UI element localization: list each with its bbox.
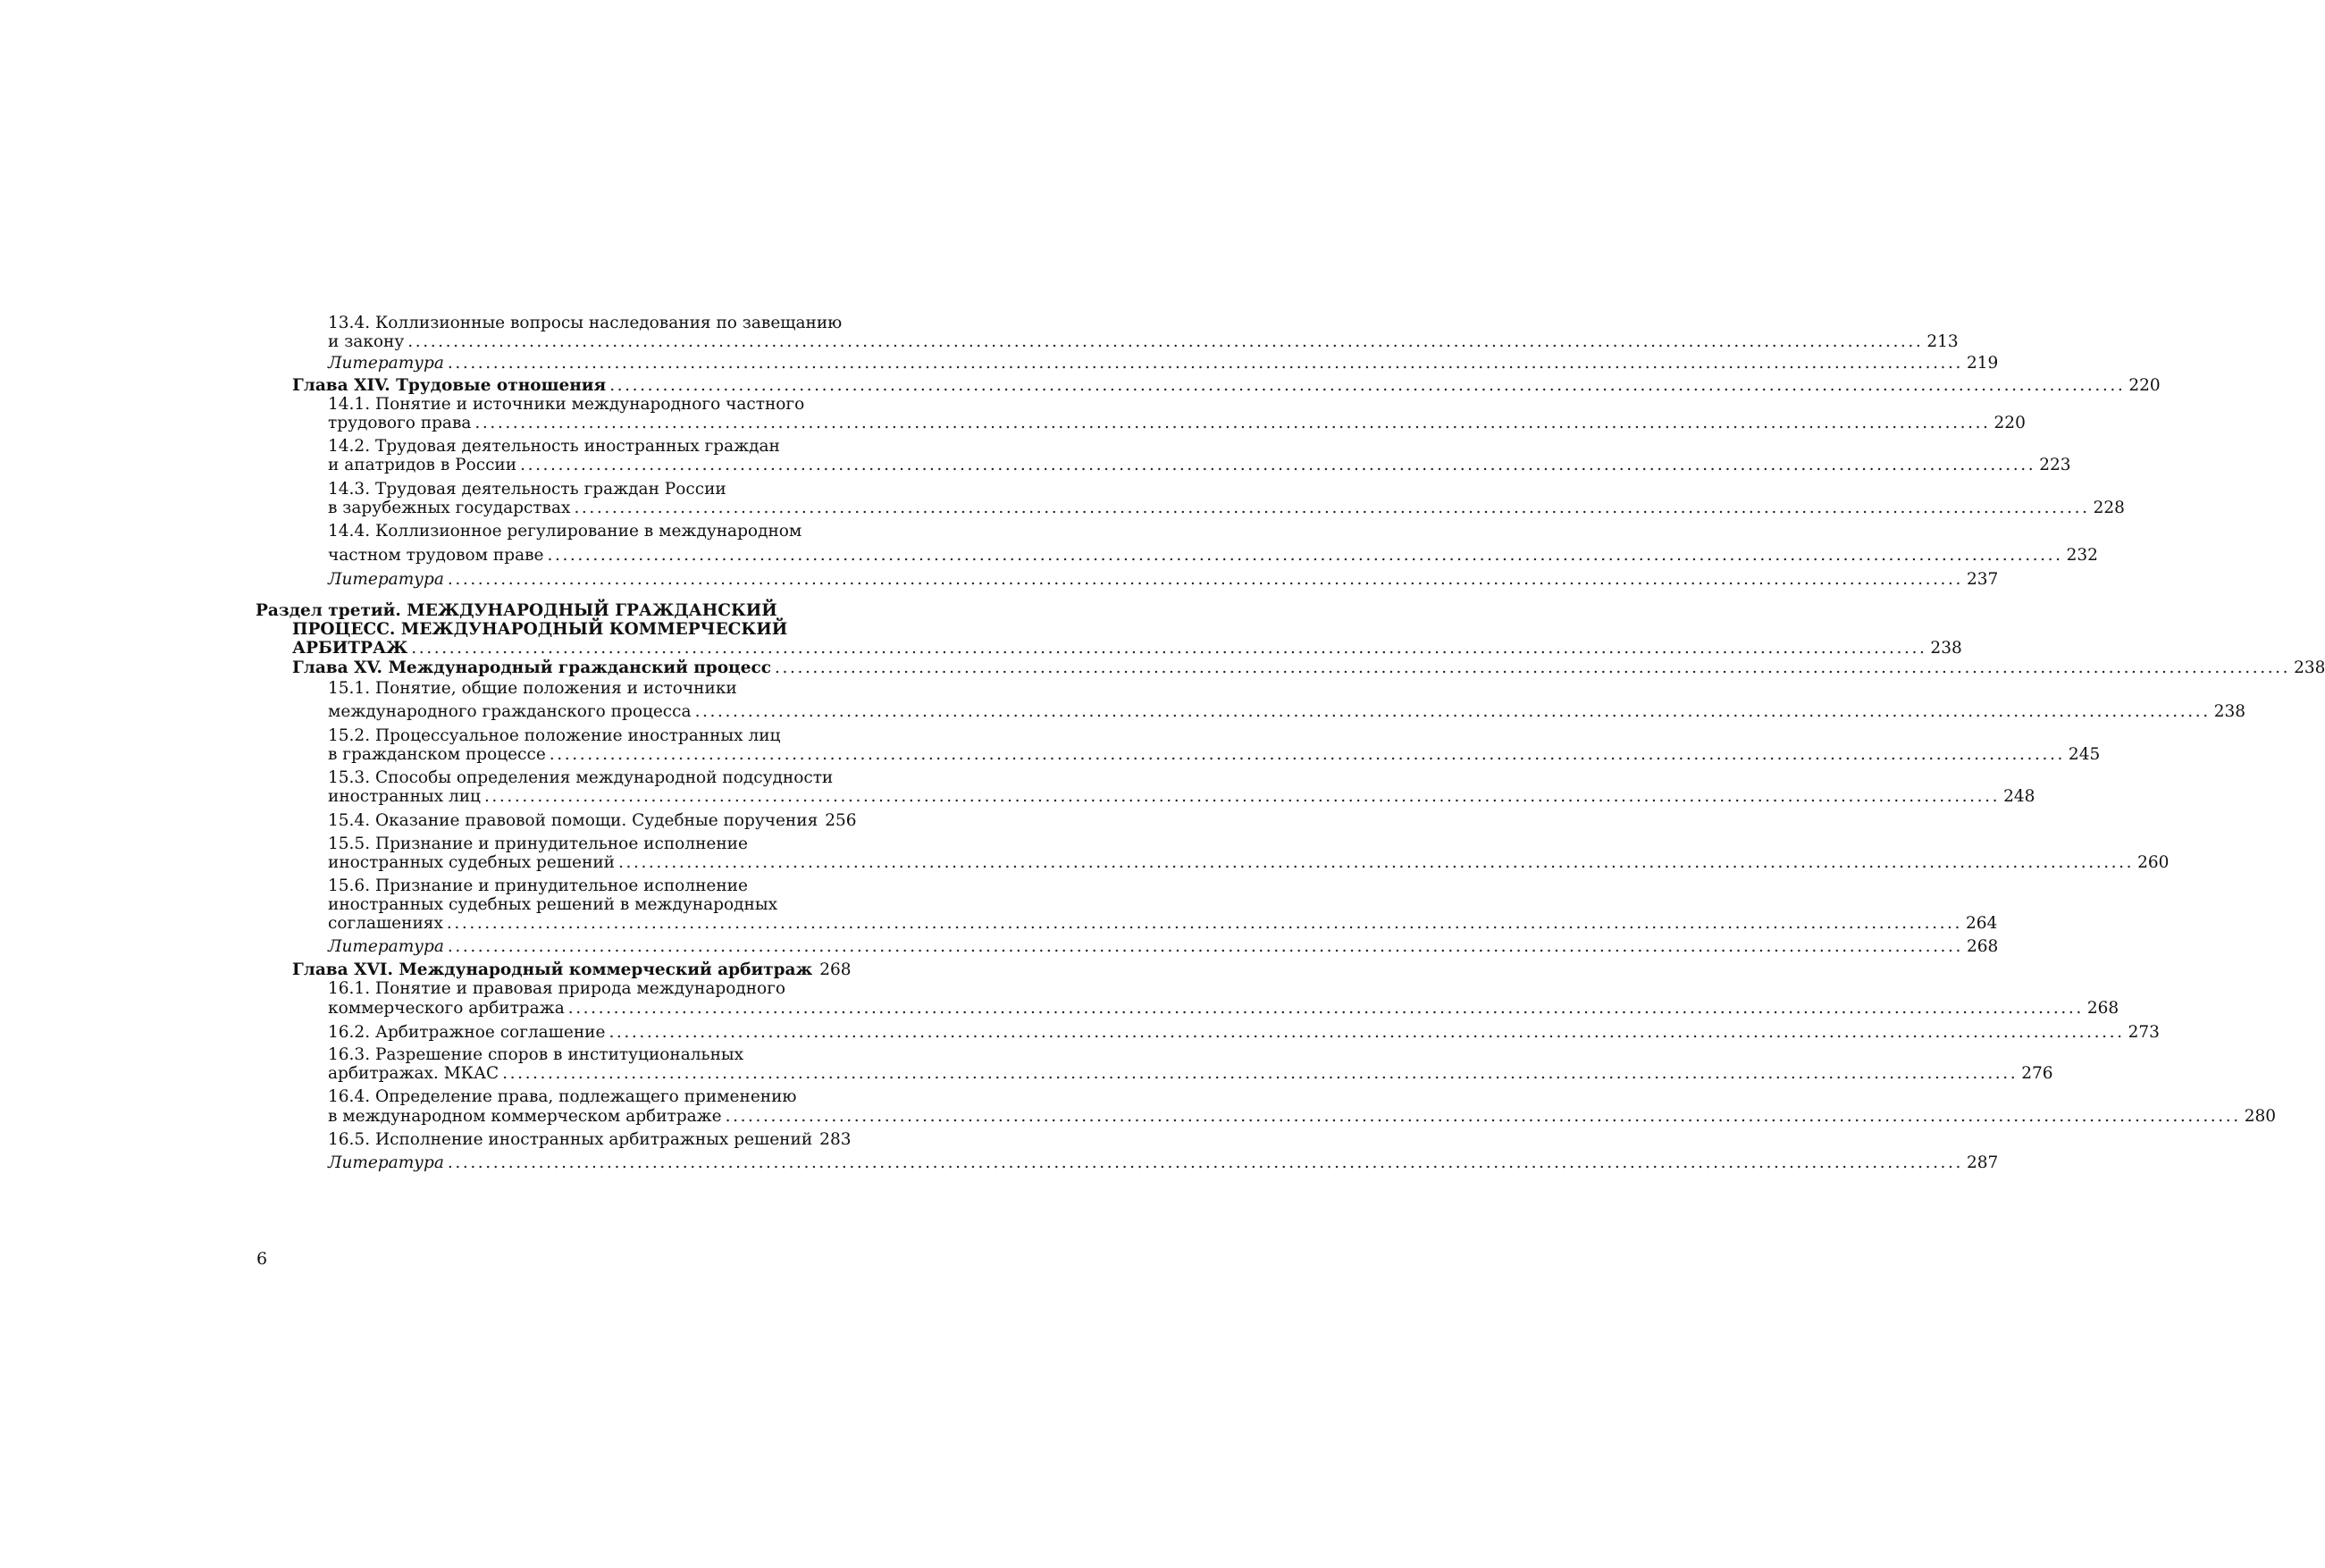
toc-entry-text: 15.4. Оказание правовой помощи. Судебные поручения	[328, 811, 818, 830]
toc-entry-text: АРБИТРАЖ	[292, 639, 408, 658]
dot-leader: ........................................................................................................................................................................................................	[447, 570, 1963, 589]
dot-leader: ........................................................................................................................................................................................................	[520, 456, 2036, 474]
toc-leader-line	[328, 456, 2071, 475]
toc-page-number: 268	[819, 960, 852, 979]
toc-entry-text: соглашениях	[328, 914, 443, 933]
toc-leader-line	[292, 658, 2325, 678]
toc-entry-text: Глава XVI. Международный коммерческий арбитраж	[292, 960, 813, 979]
toc-entry-text: и закону	[328, 332, 405, 351]
toc-entry-text: 15.6. Признание и принудительное исполнение	[328, 876, 748, 895]
toc-leader-line	[292, 960, 852, 980]
toc-leader-line	[328, 937, 1999, 957]
dot-leader: ........................................................................................................................................................................................................	[407, 332, 1924, 351]
dot-leader: ........................................................................................................................................................................................................	[411, 639, 1927, 658]
toc-leader-line	[328, 811, 857, 831]
toc-entry-text: арбитражах. МКАС	[328, 1064, 499, 1083]
toc-entry-text: 16.5. Исполнение иностранных арбитражных решений	[328, 1130, 813, 1149]
toc-entry-text: 15.2. Процессуальное положение иностранных лиц	[328, 726, 781, 745]
toc-leader-line	[328, 1023, 2160, 1043]
toc-page-number: 238	[1930, 639, 1962, 658]
toc-entry-text: ПРОЦЕСС. МЕЖДУНАРОДНЫЙ КОММЕРЧЕСКИЙ	[292, 620, 788, 639]
dot-leader: ........................................................................................................................................................................................................	[694, 702, 2211, 721]
toc-leader-line	[328, 1064, 2053, 1084]
toc-page-number: 232	[2066, 546, 2098, 565]
toc-leader-line	[328, 414, 2026, 433]
dot-leader: ........................................................................................................................................................................................................	[609, 1023, 2125, 1042]
toc-entry-text: 14.1. Понятие и источники международного частного	[328, 395, 805, 414]
toc-entry-text: 13.4. Коллизионные вопросы наследования по завещанию	[328, 314, 843, 332]
toc-leader-line	[328, 853, 2170, 873]
dot-leader: ........................................................................................................................................................................................................	[609, 376, 2126, 395]
toc-page-number: 238	[2213, 702, 2245, 721]
toc-leader-line	[328, 354, 1999, 373]
dot-leader: ........................................................................................................................................................................................................	[574, 499, 2090, 517]
toc-leader-line	[292, 376, 2161, 396]
toc-page-number: 219	[1967, 354, 1999, 373]
toc-page-number: 220	[2128, 376, 2161, 395]
dot-leader: ........................................................................................................................................................................................................	[567, 999, 2084, 1018]
toc-entry-text: Литература	[328, 570, 444, 589]
toc-entry-text: международного гражданского процесса	[328, 702, 692, 721]
dot-leader: ........................................................................................................................................................................................................	[618, 853, 2135, 872]
dot-leader: ........................................................................................................................................................................................................	[447, 937, 1963, 956]
toc-entry-text: в гражданском процессе	[328, 745, 546, 764]
toc-entry-text: 16.4. Определение права, подлежащего применению	[328, 1087, 797, 1106]
toc-leader-line	[328, 1107, 2277, 1127]
toc-entry-text: Литература	[328, 1153, 444, 1172]
toc-leader-line	[328, 1153, 1999, 1173]
toc-page-number: 245	[2068, 745, 2101, 764]
toc-leader-line	[328, 499, 2125, 518]
toc-page-number: 237	[1967, 570, 1999, 589]
toc-page-number: 276	[2021, 1064, 2053, 1083]
toc-entry-text: Глава XV. Международный гражданский процесс	[292, 658, 772, 677]
toc-entry-text: Литература	[328, 354, 444, 373]
toc-entry-text: иностранных судебных решений	[328, 853, 615, 872]
toc-page-number: 238	[2294, 658, 2325, 677]
dot-leader: ........................................................................................................................................................................................................	[483, 787, 2001, 806]
toc-entry-text: Литература	[328, 937, 444, 956]
dot-leader: ........................................................................................................................................................................................................	[474, 414, 1991, 432]
toc-entry-text: в международном коммерческом арбитраже	[328, 1107, 722, 1126]
toc-leader-line	[328, 570, 1999, 590]
dot-leader: ........................................................................................................................................................................................................	[547, 546, 2063, 565]
dot-leader: ........................................................................................................................................................................................................	[549, 745, 2065, 764]
dot-leader: ........................................................................................................................................................................................................	[725, 1107, 2241, 1126]
toc-entry-text: 14.2. Трудовая деятельность иностранных граждан	[328, 437, 780, 456]
toc-entry-text: Глава XIV. Трудовые отношения	[292, 376, 607, 395]
toc-page-number: 268	[1967, 937, 1999, 956]
toc-page-number: 264	[1966, 914, 1998, 933]
toc-leader-line	[328, 546, 2098, 566]
toc-page-number: 248	[2003, 787, 2035, 806]
toc-entry-text: частном трудовом праве	[328, 546, 544, 565]
toc-entry-text: 16.1. Понятие и правовая природа международного	[328, 979, 786, 998]
toc-entry-text: Раздел третий. МЕЖДУНАРОДНЫЙ ГРАЖДАНСКИЙ	[256, 601, 777, 620]
toc-entry-text: 15.5. Признание и принудительное исполнение	[328, 834, 748, 853]
dot-leader: ........................................................................................................................................................................................................	[447, 1153, 1963, 1172]
toc-entry-text: и апатридов в России	[328, 456, 517, 474]
toc-entry-text: 16.2. Арбитражное соглашение	[328, 1023, 606, 1042]
toc-page-number: 213	[1926, 332, 1959, 351]
toc-entry-text: 16.3. Разрешение споров в институциональных	[328, 1045, 744, 1064]
toc-entry-text: в зарубежных государствах	[328, 499, 571, 517]
dot-leader: ........................................................................................................................................................................................................	[502, 1064, 2019, 1083]
toc-entry-text: коммерческого арбитража	[328, 999, 565, 1018]
toc-page-number: 287	[1967, 1153, 1999, 1172]
toc-leader-line	[328, 914, 1998, 934]
toc-page-number: 220	[1993, 414, 2026, 432]
toc-entry-text: 15.3. Способы определения международной подсудности	[328, 768, 834, 787]
toc-page-number: 268	[2086, 999, 2119, 1018]
dot-leader: ........................................................................................................................................................................................................	[446, 914, 1963, 933]
dot-leader: ........................................................................................................................................................................................................	[447, 354, 1963, 373]
toc-entry-text: трудового права	[328, 414, 472, 432]
toc-entry-text: 14.4. Коллизионное регулирование в международном	[328, 522, 802, 541]
toc-leader-line	[328, 787, 2035, 807]
toc-page-number: 283	[819, 1130, 852, 1149]
toc-leader-line	[292, 639, 1962, 658]
toc-entry-text: иностранных лиц	[328, 787, 481, 806]
toc-page-number: 273	[2128, 1023, 2160, 1042]
toc-entry-text: 14.3. Трудовая деятельность граждан России	[328, 480, 726, 499]
toc-leader-line	[328, 332, 1959, 352]
toc-page-number: 228	[2093, 499, 2125, 517]
toc-page-number: 280	[2244, 1107, 2277, 1126]
toc-page-number: 260	[2137, 853, 2170, 872]
toc-leader-line	[328, 1130, 852, 1150]
toc-page-number: 256	[825, 811, 857, 830]
toc-entry-text: 15.1. Понятие, общие положения и источники	[328, 679, 737, 698]
toc-leader-line	[328, 999, 2119, 1019]
toc-entry-text: иностранных судебных решений в международных	[328, 895, 778, 914]
toc-leader-line	[328, 745, 2101, 765]
page-number: 6	[256, 1249, 268, 1269]
toc-leader-line	[328, 702, 2245, 722]
dot-leader: ........................................................................................................................................................................................................	[775, 658, 2291, 677]
toc-page-number: 223	[2039, 456, 2071, 474]
